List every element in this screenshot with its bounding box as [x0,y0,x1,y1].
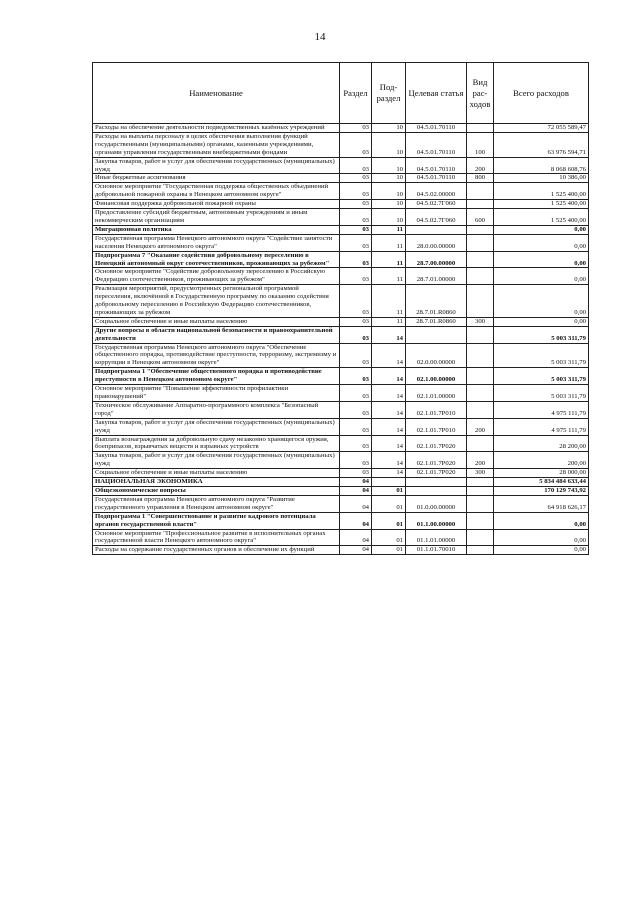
cell-section: 04 [340,512,372,529]
cell-subsection: 14 [372,385,406,402]
table-row [93,469,589,478]
cell-section: 03 [340,234,372,251]
cell-amount: 0,00 [494,225,589,234]
cell-section: 03 [340,401,372,418]
cell-target [406,478,467,487]
cell-kind: 300 [467,469,494,478]
cell-section: 03 [340,225,372,234]
cell-kind [467,326,494,343]
table-row [93,326,589,343]
table-row [93,478,589,487]
cell-amount: 0,00 [494,268,589,285]
table-row [93,401,589,418]
cell-name: Выплата вознаграждения за добровольную сдачу незаконно хранящегося оружия, боеприпасов, взрывчатых веществ и взрывных устройств [93,435,340,452]
table-row [93,200,589,209]
cell-kind [467,200,494,209]
cell-target: 02.1.01.7Р010 [406,401,467,418]
cell-target: 01.0.00.00000 [406,495,467,512]
cell-target: 02.1.01.7Р010 [406,418,467,435]
table-row [93,268,589,285]
cell-kind [467,225,494,234]
cell-subsection: 11 [372,317,406,326]
cell-section: 03 [340,418,372,435]
cell-name: Подпрограмма 1 "Обеспечение общественного порядка и противодействие преступности в Ненецком автономном округе" [93,368,340,385]
header-target: Целевая статья [406,63,467,124]
cell-subsection: 10 [372,200,406,209]
cell-name: Подпрограмма 7 "Оказание содействия добровольному переселению в Ненецкий автономный округ соотечественников, проживающих за рубежом" [93,251,340,268]
cell-target: 01.1.00.00000 [406,512,467,529]
cell-subsection: 10 [372,209,406,226]
cell-kind [467,486,494,495]
cell-kind: 600 [467,209,494,226]
cell-amount: 28 200,00 [494,435,589,452]
cell-subsection: 11 [372,285,406,318]
cell-name: Государственная программа Ненецкого автономного округа "Развитие государственного управления в Ненецком автономном округе" [93,495,340,512]
cell-kind [467,546,494,555]
cell-amount: 10 386,00 [494,174,589,183]
cell-subsection [372,478,406,487]
cell-name: Социальное обеспечение и иные выплаты населению [93,317,340,326]
cell-name: НАЦИОНАЛЬНАЯ ЭКОНОМИКА [93,478,340,487]
cell-name: Подпрограмма 1 "Совершенствование и развитие кадрового потенциала органов государственной власти" [93,512,340,529]
cell-subsection: 14 [372,452,406,469]
cell-kind: 800 [467,174,494,183]
cell-amount: 0,00 [494,251,589,268]
cell-subsection: 10 [372,157,406,174]
table-row [93,285,589,318]
cell-kind [467,124,494,133]
cell-target [406,326,467,343]
cell-subsection: 14 [372,435,406,452]
cell-amount: 4 975 111,79 [494,418,589,435]
cell-section: 03 [340,183,372,200]
cell-target: 04.5.01.70110 [406,124,467,133]
cell-amount: 1 525 400,00 [494,209,589,226]
cell-subsection: 14 [372,368,406,385]
cell-amount: 63 976 594,71 [494,132,589,157]
table-row [93,209,589,226]
cell-target: 02.1.01.7Р020 [406,435,467,452]
cell-name: Финансовая поддержка добровольной пожарной охраны [93,200,340,209]
cell-kind [467,285,494,318]
cell-name: Закупка товаров, работ и услуг для обеспечения государственных (муниципальных) нужд [93,418,340,435]
cell-amount: 8 068 608,76 [494,157,589,174]
table-row [93,317,589,326]
header-kind: Вид рас-ходов [467,63,494,124]
cell-name: Общеэкономические вопросы [93,486,340,495]
cell-section: 03 [340,174,372,183]
cell-name: Миграционная политика [93,225,340,234]
cell-section: 03 [340,285,372,318]
cell-section: 03 [340,435,372,452]
cell-name: Основное мероприятие "Содействие добровольному переселению в Российскую Федерацию соотечественников, проживающих за рубежом" [93,268,340,285]
table-row [93,132,589,157]
cell-name: Другие вопросы в области национальной безопасности и правоохранительной деятельности [93,326,340,343]
header-total: Всего расходов [494,63,589,124]
table-row [93,418,589,435]
cell-target: 28.7.01.R0860 [406,317,467,326]
cell-target: 28.0.00.00000 [406,234,467,251]
cell-amount: 200,00 [494,452,589,469]
cell-subsection: 01 [372,495,406,512]
cell-name: Техническое обслуживание Аппаратно-программного комплекса "Безопасный город" [93,401,340,418]
cell-amount: 5 003 311,79 [494,343,589,368]
header-name: Наименование [93,63,340,124]
cell-kind [467,401,494,418]
cell-section: 03 [340,452,372,469]
cell-target: 04.5.01.70110 [406,174,467,183]
cell-amount: 4 975 111,79 [494,401,589,418]
cell-name: Расходы на выплаты персоналу в целях обеспечения выполнения функций государственными (муниципальными) органами, казенными учреждениями, органами управления государственными внебюджетными фондами [93,132,340,157]
cell-subsection: 10 [372,174,406,183]
table-row [93,435,589,452]
header-section: Раздел [340,63,372,124]
cell-target: 04.5.01.70110 [406,157,467,174]
cell-target: 28.7.00.00000 [406,251,467,268]
cell-kind [467,529,494,546]
cell-subsection: 10 [372,132,406,157]
cell-kind: 100 [467,132,494,157]
cell-amount: 0,00 [494,529,589,546]
cell-section: 03 [340,326,372,343]
cell-subsection: 01 [372,546,406,555]
cell-subsection: 11 [372,268,406,285]
cell-kind: 300 [467,317,494,326]
cell-target: 02.1.01.7Р020 [406,469,467,478]
cell-kind: 200 [467,452,494,469]
cell-name: Закупка товаров, работ и услуг для обеспечения государственных (муниципальных) нужд [93,157,340,174]
cell-target: 04.5.02.7Г060 [406,209,467,226]
table-row [93,157,589,174]
cell-subsection: 01 [372,529,406,546]
table-row [93,385,589,402]
cell-subsection: 10 [372,124,406,133]
cell-subsection: 14 [372,326,406,343]
table-row [93,546,589,555]
cell-amount: 28 000,00 [494,469,589,478]
cell-target: 28.7.01.00000 [406,268,467,285]
header-subsection: Под-раздел [372,63,406,124]
cell-subsection: 10 [372,183,406,200]
cell-target: 02.1.01.00000 [406,385,467,402]
cell-name: Государственная программа Ненецкого автономного округа "Обеспечение общественного порядка, противодействие преступности, терроризму, экстремизму и коррупции в Ненецком автономном округе" [93,343,340,368]
cell-section: 03 [340,368,372,385]
cell-name: Предоставление субсидий бюджетным, автономным учреждениям и иным некоммерческим организациям [93,209,340,226]
cell-amount: 5 834 484 633,44 [494,478,589,487]
cell-name: Основное мероприятие "Государственная поддержка общественных объединений добровольной пожарной охраны в Ненецком автономном округе" [93,183,340,200]
cell-section: 03 [340,157,372,174]
cell-name: Социальное обеспечение и иные выплаты населению [93,469,340,478]
cell-amount: 0,00 [494,317,589,326]
cell-section: 03 [340,251,372,268]
cell-section: 03 [340,343,372,368]
table-row [93,343,589,368]
cell-subsection: 14 [372,401,406,418]
cell-kind [467,478,494,487]
cell-target: 04.5.02.7Г060 [406,200,467,209]
cell-kind [467,385,494,402]
cell-section: 04 [340,546,372,555]
cell-target: 04.5.01.70110 [406,132,467,157]
table-header-row [93,63,589,124]
cell-kind: 200 [467,157,494,174]
cell-kind [467,368,494,385]
cell-name: Расходы на содержание государственных органов и обеспечение их функций [93,546,340,555]
cell-amount: 1 525 400,00 [494,200,589,209]
cell-target: 02.1.01.7Р020 [406,452,467,469]
cell-section: 04 [340,495,372,512]
cell-section: 04 [340,486,372,495]
table-row [93,174,589,183]
cell-amount: 5 003 311,79 [494,368,589,385]
cell-name: Государственная программа Ненецкого автономного округа "Содействие занятости населения Ненецкого автономного округа" [93,234,340,251]
cell-section: 03 [340,209,372,226]
cell-amount: 0,00 [494,546,589,555]
cell-section: 04 [340,529,372,546]
cell-name: Основное мероприятие "Повышение эффективности профилактики правонарушений" [93,385,340,402]
table-row [93,529,589,546]
cell-target: 02.0.00.00000 [406,343,467,368]
cell-target: 28.7.01.R0860 [406,285,467,318]
cell-amount: 0,00 [494,512,589,529]
cell-target: 04.5.02.00000 [406,183,467,200]
cell-target: 01.1.01.00000 [406,529,467,546]
budget-table [92,62,589,555]
cell-amount: 0,00 [494,234,589,251]
table-row [93,124,589,133]
cell-name: Расходы на обеспечение деятельности подведомственных казённых учреждений [93,124,340,133]
cell-subsection: 14 [372,469,406,478]
table-body [93,124,589,555]
cell-kind [467,512,494,529]
cell-kind [467,183,494,200]
cell-amount: 64 918 626,17 [494,495,589,512]
cell-kind: 200 [467,418,494,435]
cell-section: 03 [340,200,372,209]
cell-section: 03 [340,317,372,326]
table-row [93,183,589,200]
cell-subsection: 14 [372,343,406,368]
cell-name: Реализация мероприятий, предусмотренных региональной программой переселения, включённой в Государственную программу по оказанию содействия добровольному переселению в Российскую Федерацию соотечественников, проживающих за рубежом [93,285,340,318]
cell-kind [467,251,494,268]
cell-name: Закупка товаров, работ и услуг для обеспечения государственных (муниципальных) нужд [93,452,340,469]
cell-subsection: 11 [372,225,406,234]
table-row [93,234,589,251]
table-row [93,251,589,268]
cell-name: Основное мероприятие "Профессиональное развитие в исполнительных органах государственной власти Ненецкого автономного округа" [93,529,340,546]
cell-kind [467,234,494,251]
cell-subsection: 14 [372,418,406,435]
table-row [93,486,589,495]
table-row [93,512,589,529]
cell-kind [467,268,494,285]
cell-section: 03 [340,268,372,285]
cell-subsection: 11 [372,251,406,268]
cell-kind [467,495,494,512]
cell-section: 03 [340,385,372,402]
cell-section: 03 [340,132,372,157]
cell-kind [467,343,494,368]
cell-target [406,486,467,495]
cell-amount: 72 055 589,47 [494,124,589,133]
cell-subsection: 11 [372,234,406,251]
table-row [93,452,589,469]
table-row [93,225,589,234]
cell-amount: 170 129 743,92 [494,486,589,495]
table-row [93,495,589,512]
cell-target: 02.1.00.00000 [406,368,467,385]
cell-section: 04 [340,478,372,487]
cell-amount: 5 003 311,79 [494,385,589,402]
cell-target: 01.1.01.70010 [406,546,467,555]
cell-kind [467,435,494,452]
table-row [93,368,589,385]
cell-section: 03 [340,124,372,133]
cell-amount: 0,00 [494,285,589,318]
page-number: 14 [314,31,326,43]
cell-section: 03 [340,469,372,478]
cell-amount: 1 525 400,00 [494,183,589,200]
cell-name: Иные бюджетные ассигнования [93,174,340,183]
cell-amount: 5 003 311,79 [494,326,589,343]
cell-subsection: 01 [372,512,406,529]
cell-target [406,225,467,234]
cell-subsection: 01 [372,486,406,495]
